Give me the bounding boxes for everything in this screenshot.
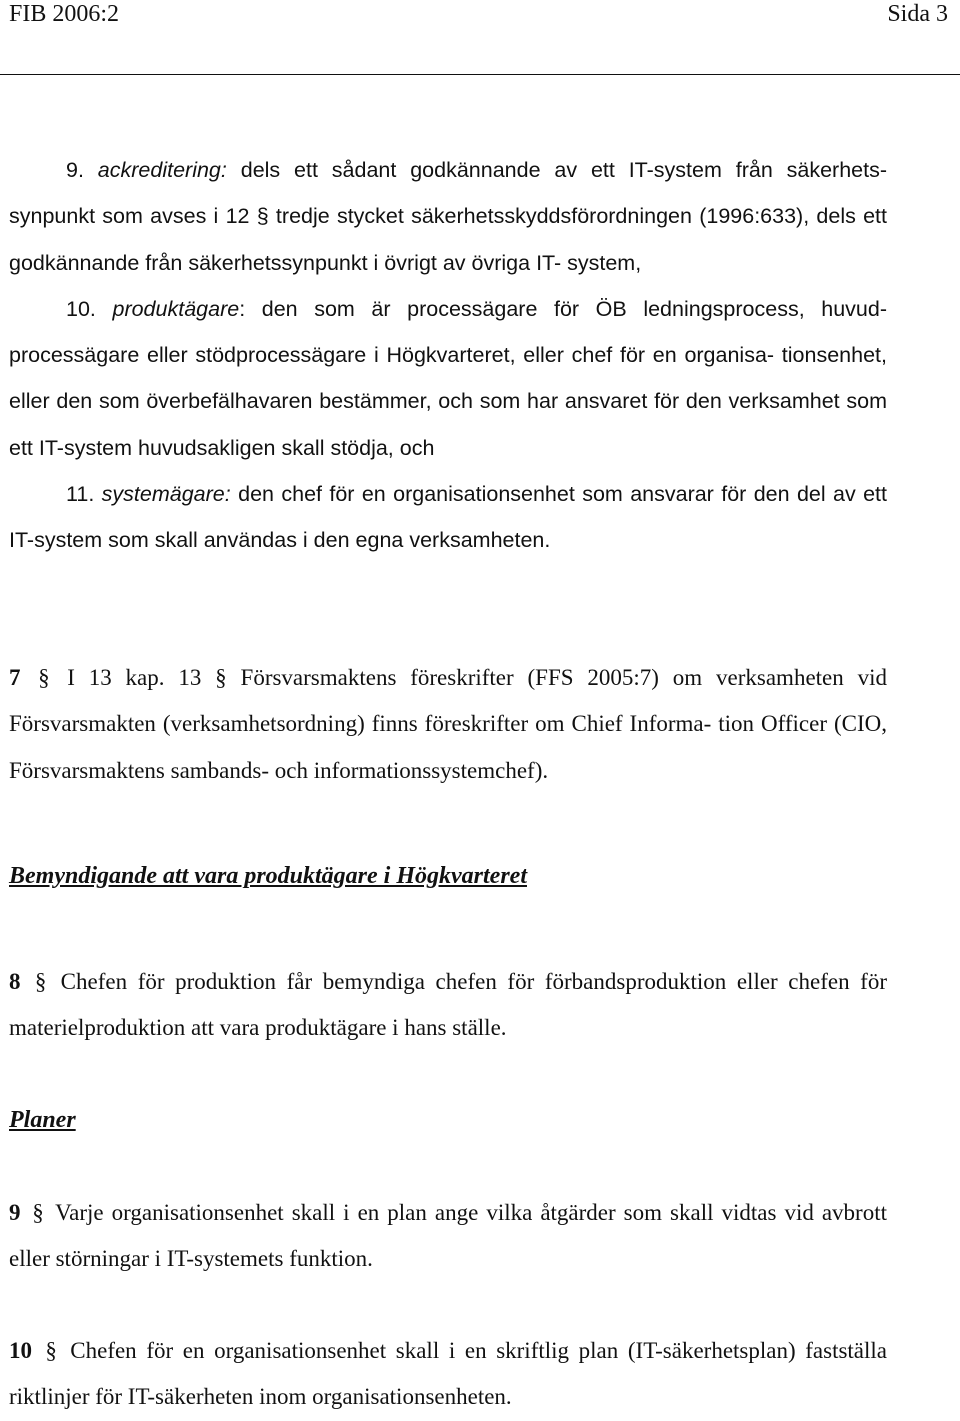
definition-text: den chef för en organisationsenhet som ansvarar för den del av ett IT-system som skall användas i den egna verksamheten. xyxy=(9,482,887,553)
header-doc-id: FIB 2006:2 xyxy=(9,1,120,27)
definition-text: : den som är processägare för ÖB ledningsprocess, huvud- processägare eller stödprocessägare i Högkvarteret, eller chef för en organisa- tionsenhet, eller den som överbefälhavaren bestämmer, och som har ansvaret för den verksamhet som ett IT-system huvudsakligen skall stödja, och xyxy=(9,296,887,460)
header-page-number: Sida 3 xyxy=(887,1,948,27)
definition-text: dels ett sådant godkännande av ett IT-system från säkerhets- synpunkt som avses i 12 § tredje stycket säkerhetsskyddsförordningen (1996:633), dels ett godkännande från säkerhetssynpunkt i övrigt av övriga IT- system, xyxy=(9,158,888,275)
paragraph-body: Chefen för en organisationsenhet skall i en skriftlig plan (IT-säkerhetsplan) fastställa riktlinjer för IT-säkerheten inom organisationsenheten. xyxy=(9,1338,888,1410)
paragraph-9 xyxy=(9,1190,887,1283)
definition-term: systemägare: xyxy=(101,482,231,507)
section-heading-bemyndigande: Bemyndigande att vara produktägare i Högkvarteret xyxy=(9,863,527,889)
section-heading-planer: Planer xyxy=(9,1107,76,1133)
paragraph-body: Varje organisationsenhet skall i en plan ange vilka åtgärder som skall vidtas vid avbrott eller störningar i IT-systemets funktion. xyxy=(9,1200,887,1272)
definition-10 xyxy=(9,286,887,471)
paragraph-10 xyxy=(9,1328,887,1421)
definition-number: 10. xyxy=(66,296,113,321)
definition-number: 9. xyxy=(66,158,98,182)
paragraph-9-text xyxy=(9,1190,887,1283)
paragraph-body: Chefen för produktion får bemyndiga chefen för förbandsproduktion eller chefen för materielproduktion att vara produktägare i hans ställe. xyxy=(9,969,887,1041)
paragraph-body: I 13 kap. 13 § Försvarsmaktens föreskrifter (FFS 2005:7) om verksamheten vid Försvarsmakten (verksamhetsordning) finns föreskrifter om Chief Informa- tion Officer (CIO, Försvarsmaktens sambands- och informationssystemchef). xyxy=(9,665,887,783)
header-rule xyxy=(0,74,960,75)
paragraph-8 xyxy=(9,959,887,1052)
paragraph-8-text xyxy=(9,959,887,1052)
section-sign: § xyxy=(34,969,47,994)
section-sign: § xyxy=(32,1200,44,1225)
section-sign: § xyxy=(45,1338,57,1363)
definition-term: produktägare xyxy=(112,296,240,321)
paragraph-number: 9 xyxy=(9,1200,21,1225)
paragraph-10-text xyxy=(9,1328,887,1421)
paragraph-number: 10 xyxy=(9,1338,32,1363)
definition-term: ackreditering: xyxy=(97,158,227,182)
definition-11 xyxy=(9,471,887,564)
section-sign: § xyxy=(38,665,50,690)
paragraph-number: 8 xyxy=(9,969,21,994)
paragraph-7 xyxy=(9,655,887,794)
paragraph-7-text xyxy=(9,655,887,794)
definition-9 xyxy=(9,147,887,286)
paragraph-number: 7 xyxy=(9,665,21,690)
definition-number: 11. xyxy=(66,482,102,507)
definition-list xyxy=(9,147,887,564)
